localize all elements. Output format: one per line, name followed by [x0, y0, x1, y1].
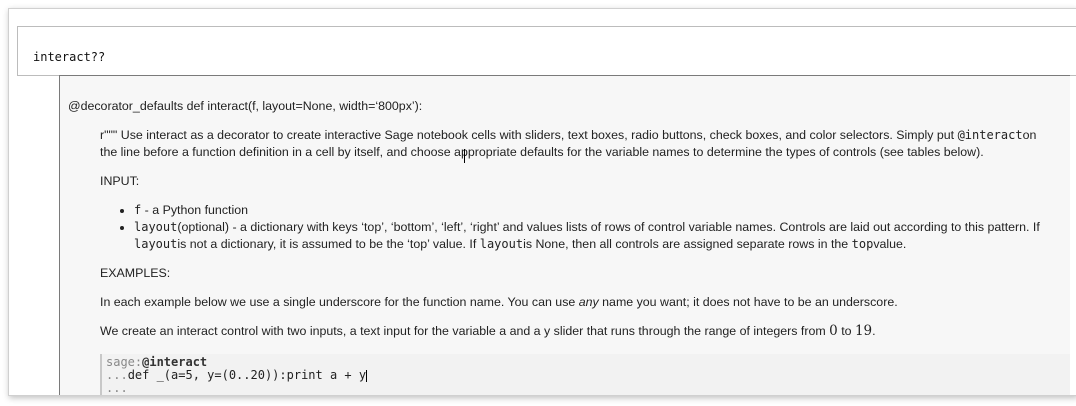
code-example: [100, 354, 1070, 396]
range-end: 19: [854, 323, 873, 339]
example1-emphasis: any: [578, 295, 599, 309]
example-paragraph-1: [100, 294, 1070, 311]
function-signature: @decorator_defaults def interact(f, layout=None, width=‘800px’):: [68, 99, 423, 113]
code-prompt: ...: [106, 368, 128, 382]
text-caret: [366, 370, 367, 382]
docstring-body: [100, 127, 1070, 340]
param-layout-code: layout: [134, 220, 178, 234]
code-prompt: sage:: [106, 355, 143, 369]
docstring: [68, 98, 1070, 352]
param-layout-code-2: layout: [134, 237, 178, 251]
code-prompt: ...: [106, 381, 128, 395]
code-text: def _(a=5, y=(0..20)):print a + y: [127, 368, 367, 382]
intro-code: @interact: [957, 128, 1023, 142]
example2-prefix: We create an interact control with two inputs, a text input for the variable a and a y slider that runs through the range of integers from: [100, 324, 830, 338]
example1-suffix: name you want; it does not have to be an underscore.: [598, 295, 898, 309]
input-heading: INPUT:: [100, 174, 140, 188]
output-cell: [59, 75, 1070, 396]
input-list: [100, 202, 1070, 253]
example1-prefix: In each example below we use a single underscore for the function name. You can use: [100, 295, 579, 309]
example2-mid: to: [837, 324, 855, 338]
example-paragraph-2: [100, 323, 1070, 340]
code-line: [106, 382, 1070, 395]
param-layout-text-3: is None, then all controls are assigned separate rows in the: [523, 237, 852, 251]
param-top-code: top: [851, 237, 874, 251]
range-start: 0: [829, 323, 838, 339]
list-item: [134, 202, 1070, 219]
intro-line2: the line before a function definition in a cell by itself, and choose appropriate defaults for the variable names to determine the types of controls (see tables below).: [100, 145, 984, 159]
example2-end: .: [872, 324, 876, 338]
notebook-page: [8, 8, 1076, 396]
intro-paragraph: [100, 127, 1070, 161]
intro-prefix: r""" Use interact as a decorator to create interactive Sage notebook cells with sliders, text boxes, radio buttons, check boxes, and color selectors. Simply put: [100, 128, 958, 142]
code-line: [106, 369, 1070, 382]
param-f-text: - a Python function: [141, 203, 248, 217]
input-cell[interactable]: [17, 26, 1076, 76]
text-cursor-icon: [464, 149, 471, 163]
intro-suffix: on: [1022, 128, 1037, 142]
code-text: @interact: [142, 355, 208, 369]
param-layout-text-4: value.: [873, 237, 907, 251]
param-f-code: f: [134, 203, 142, 217]
input-cell-textarea[interactable]: [18, 27, 1076, 75]
examples-heading: EXAMPLES:: [100, 266, 171, 280]
param-layout-code-3: layout: [479, 237, 524, 251]
param-layout-text-2: is not a dictionary, it is assumed to be the ‘top’ value. If: [177, 237, 480, 251]
list-item: [134, 219, 1070, 253]
param-layout-text: (optional) - a dictionary with keys ‘top’, ‘bottom’, ‘left’, ‘right’ and values lists of rows of control variable names. Controls are laid out according to this pattern. If: [177, 220, 1040, 234]
